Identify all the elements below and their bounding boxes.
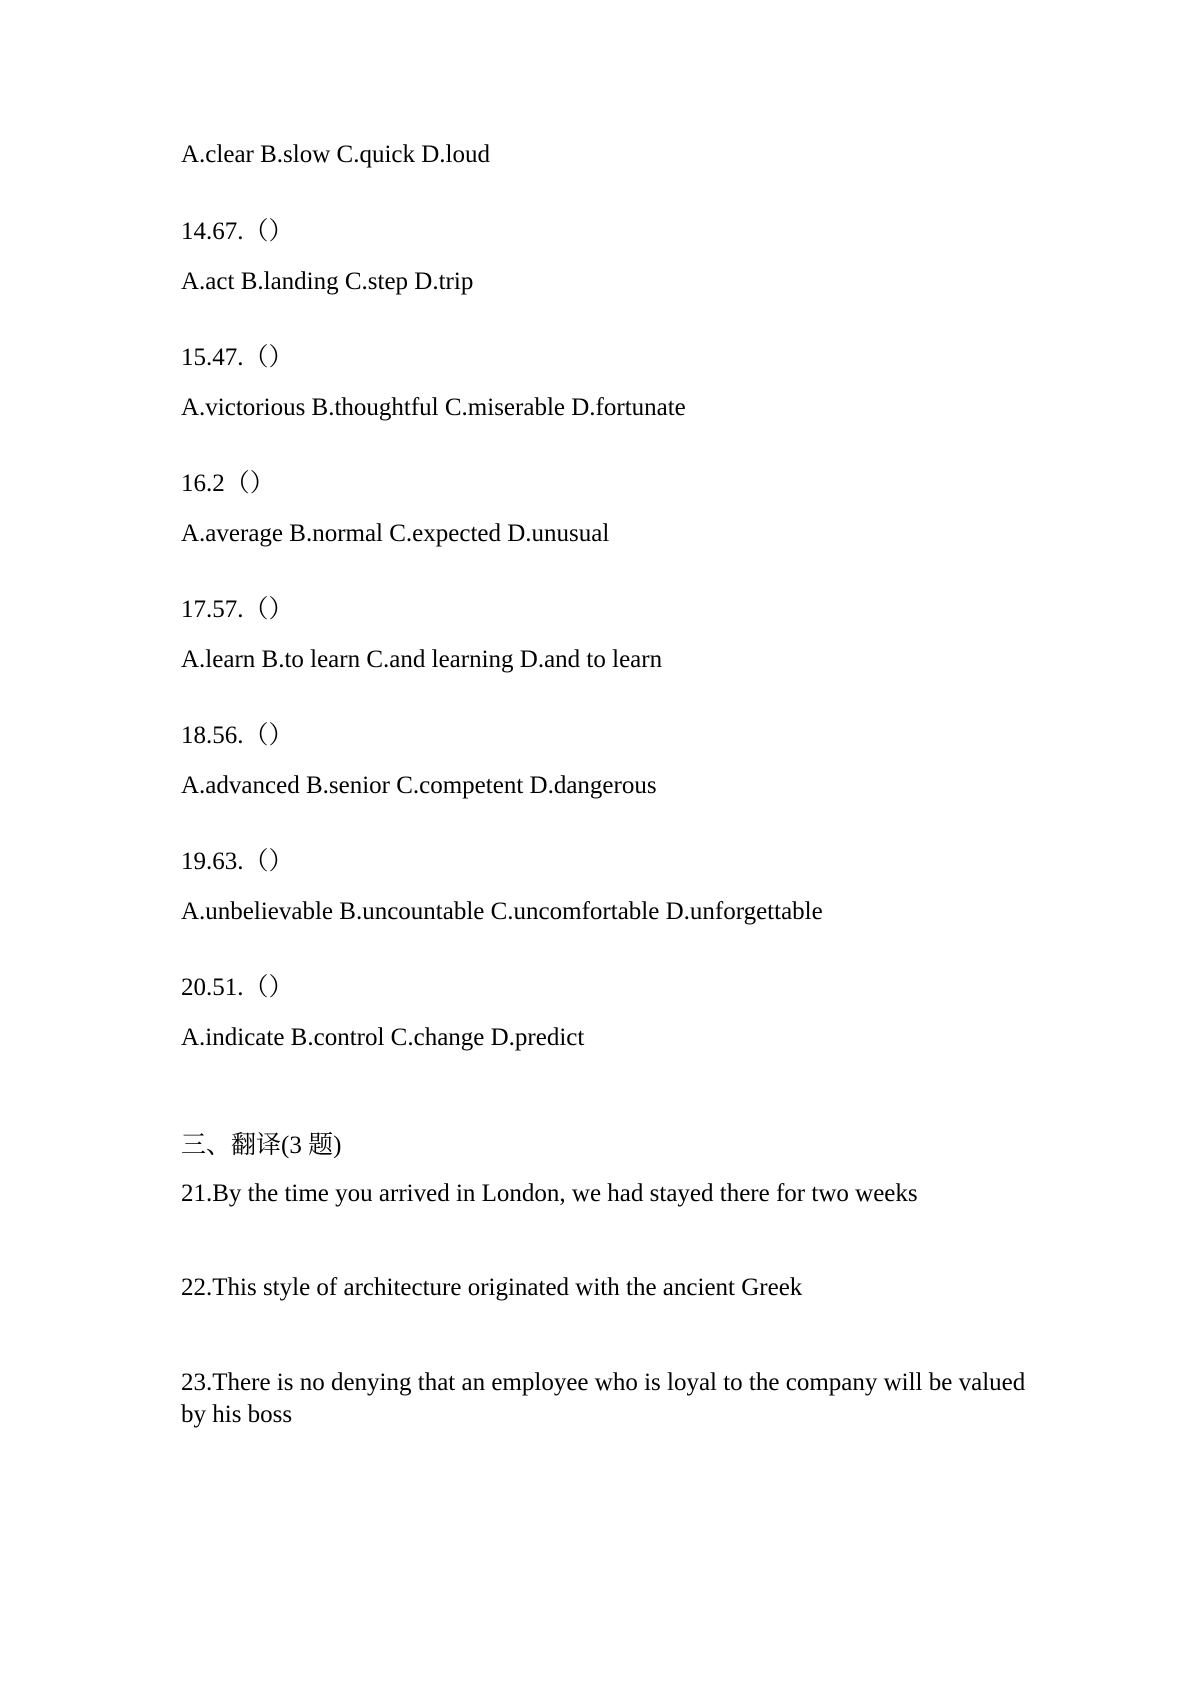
question-options-19: A.unbelievable B.uncountable C.uncomfortable D.unforgettable [181,898,823,925]
translation-item-22: 22.This style of architecture originated with the ancient Greek [181,1274,803,1301]
question-options-17: A.learn B.to learn C.and learning D.and to learn [181,646,663,673]
question-stem-17: 17.57.（） [181,596,294,623]
question-stem-18: 18.56.（） [181,722,294,749]
question-options-18: A.advanced B.senior C.competent D.dangerous [181,772,657,799]
question-stem-15: 15.47.（） [181,344,294,371]
question-options-20: A.indicate B.control C.change D.predict [181,1024,585,1051]
question-stem-14: 14.67.（） [181,218,294,245]
continued-options: A.clear B.slow C.quick D.loud [181,141,490,168]
section-heading: 三、翻译(3 题) [181,1132,342,1159]
question-options-14: A.act B.landing C.step D.trip [181,268,474,295]
question-options-15: A.victorious B.thoughtful C.miserable D.fortunate [181,394,686,421]
question-stem-19: 19.63.（） [181,848,294,875]
question-stem-16: 16.2（） [181,470,275,497]
question-stem-20: 20.51.（） [181,974,294,1001]
translation-item-21: 21.By the time you arrived in London, we had stayed there for two weeks [181,1180,918,1207]
question-options-16: A.average B.normal C.expected D.unusual [181,520,610,547]
translation-item-23: 23.There is no denying that an employee who is loyal to the company will be valued by his boss [181,1369,1026,1428]
